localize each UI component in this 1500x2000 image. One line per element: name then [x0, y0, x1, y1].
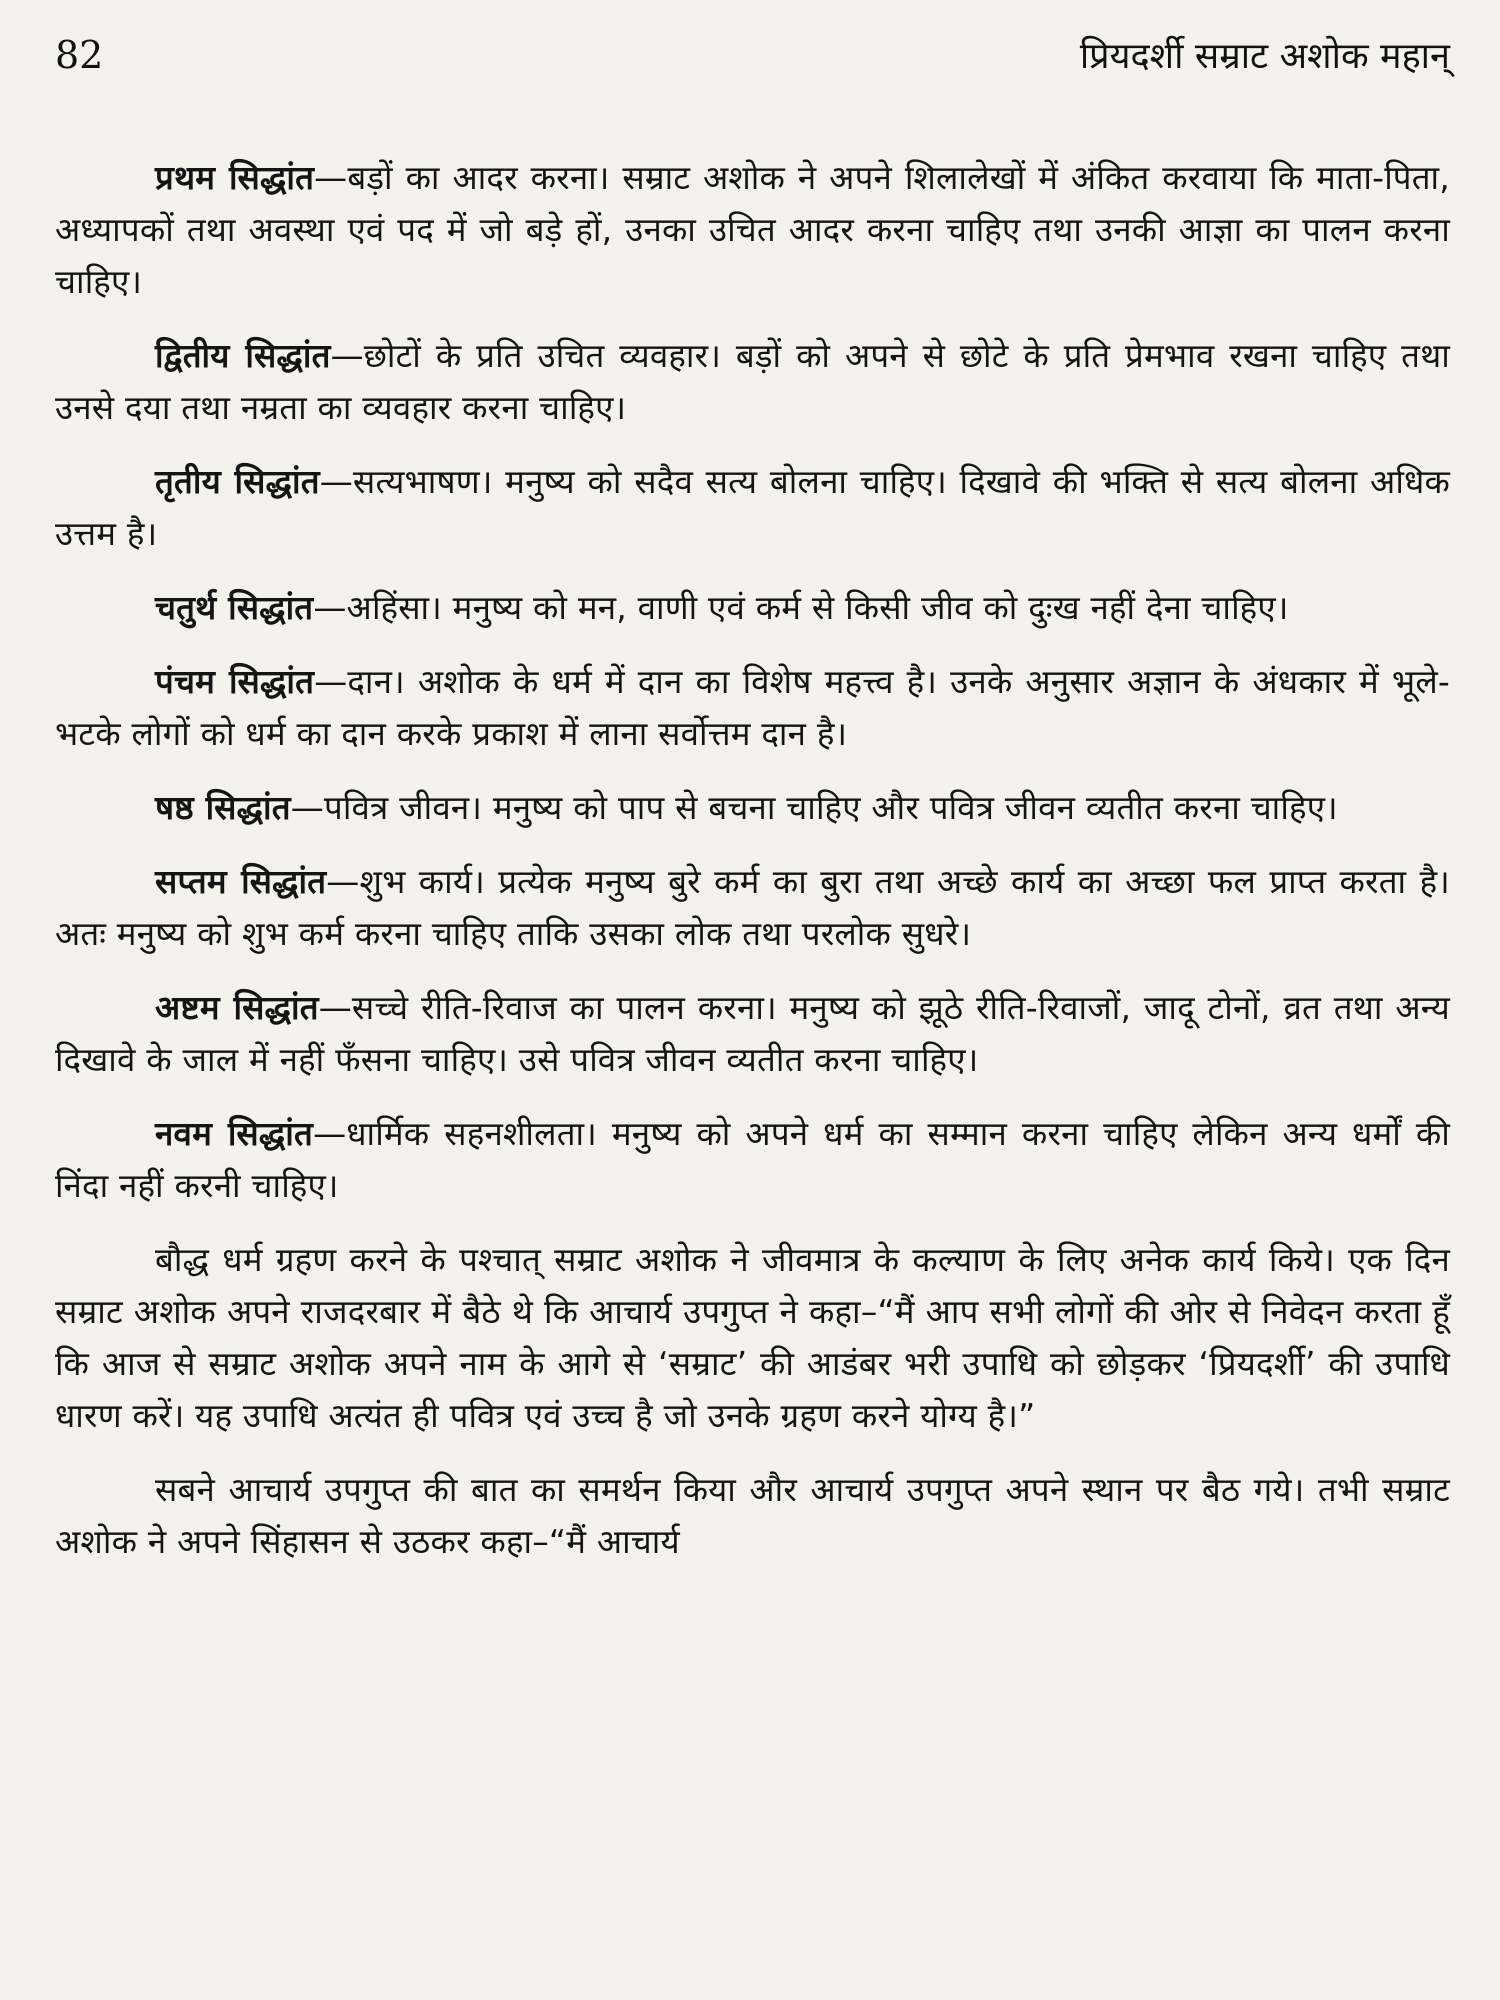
paragraph-4: [55, 582, 1450, 634]
body-text: [55, 152, 1450, 1568]
paragraph-8: [55, 982, 1450, 1086]
running-title: प्रियदर्शी सम्राट अशोक महान्: [1079, 36, 1450, 77]
paragraph-6: [55, 782, 1450, 834]
paragraph-text: —छोटों के प्रति उचित व्यवहार। बड़ों को अपने से छोटे के प्रति प्रेमभाव रखना चाहिए तथा उनसे दया तथा नम्रता का व्यवहार करना चाहिए।: [55, 336, 1450, 427]
principle-heading: षष्ठ सिद्धांत: [155, 788, 291, 827]
paragraph-text: —दान। अशोक के धर्म में दान का विशेष महत्त्व है। उनके अनुसार अज्ञान के अंधकार में भूले-भटके लोगों को धर्म का दान करके प्रकाश में लाना सर्वोत्तम दान है।: [55, 662, 1450, 753]
principle-heading: पंचम सिद्धांत: [155, 662, 315, 701]
paragraph-text: —धार्मिक सहनशीलता। मनुष्य को अपने धर्म का सम्मान करना चाहिए लेकिन अन्य धर्मों की निंदा नहीं करनी चाहिए।: [55, 1114, 1450, 1205]
paragraph-text: सबने आचार्य उपगुप्त की बात का समर्थन किया और आचार्य उपगुप्त अपने स्थान पर बैठ गये। तभी सम्राट अशोक ने अपने सिंहासन से उठकर कहा–“मैं आचार्य: [55, 1470, 1450, 1561]
paragraph-1: [55, 152, 1450, 308]
paragraph-text: —सच्चे रीति-रिवाज का पालन करना। मनुष्य को झूठे रीति-रिवाजों, जादू टोनों, व्रत तथा अन्य दिखावे के जाल में नहीं फँसना चाहिए। उसे पवित्र जीवन व्यतीत करना चाहिए।: [55, 988, 1451, 1079]
paragraph-2: [55, 330, 1450, 434]
principle-heading: अष्टम सिद्धांत: [155, 988, 319, 1027]
paragraph-3: [55, 456, 1450, 560]
principle-heading: तृतीय सिद्धांत: [155, 462, 320, 501]
principle-heading: चतुर्थ सिद्धांत: [155, 588, 314, 627]
paragraph-5: [55, 656, 1450, 760]
paragraph-7: [55, 856, 1450, 960]
paragraph-text: —पवित्र जीवन। मनुष्य को पाप से बचना चाहिए और पवित्र जीवन व्यतीत करना चाहिए।: [290, 788, 1338, 827]
paragraph-11: [55, 1464, 1450, 1568]
paragraph-text: —शुभ कार्य। प्रत्येक मनुष्य बुरे कर्म का बुरा तथा अच्छे कार्य का अच्छा फल प्राप्त करता है। अतः मनुष्य को शुभ कर्म करना चाहिए ताकि उसका लोक तथा परलोक सुधरे।: [55, 862, 1450, 953]
paragraph-text: —बड़ों का आदर करना। सम्राट अशोक ने अपने शिलालेखों में अंकित करवाया कि माता-पिता, अध्यापकों तथा अवस्था एवं पद में जो बड़े हों, उनका उचित आदर करना चाहिए तथा उनकी आज्ञा का पालन करना चाहिए।: [55, 158, 1450, 301]
paragraph-9: [55, 1108, 1450, 1212]
page-header: [55, 30, 1450, 110]
paragraph-10: [55, 1234, 1450, 1442]
paragraph-text: —अहिंसा। मनुष्य को मन, वाणी एवं कर्म से किसी जीव को दुःख नहीं देना चाहिए।: [313, 588, 1289, 627]
paragraph-text: बौद्ध धर्म ग्रहण करने के पश्चात् सम्राट अशोक ने जीवमात्र के कल्याण के लिए अनेक कार्य किये। एक दिन सम्राट अशोक अपने राजदरबार में बैठे थे कि आचार्य उपगुप्त ने कहा–“मैं आप सभी लोगों की ओर से निवेदन करता हूँ कि आज से सम्राट अशोक अपने नाम के आगे से ‘सम्राट’ की आडंबर भरी उपाधि को छोड़कर ‘प्रियदर्शी’ की उपाधि धारण करें। यह उपाधि अत्यंत ही पवित्र एवं उच्च है जो उनके ग्रहण करने योग्य है।”: [55, 1240, 1450, 1435]
principle-heading: द्वितीय सिद्धांत: [155, 336, 331, 375]
principle-heading: नवम सिद्धांत: [155, 1114, 314, 1153]
principle-heading: प्रथम सिद्धांत: [155, 158, 315, 197]
page-number: 82: [55, 33, 104, 77]
principle-heading: सप्तम सिद्धांत: [155, 862, 327, 901]
paragraph-text: —सत्यभाषण। मनुष्य को सदैव सत्य बोलना चाहिए। दिखावे की भक्ति से सत्य बोलना अधिक उत्तम है।: [55, 462, 1450, 553]
